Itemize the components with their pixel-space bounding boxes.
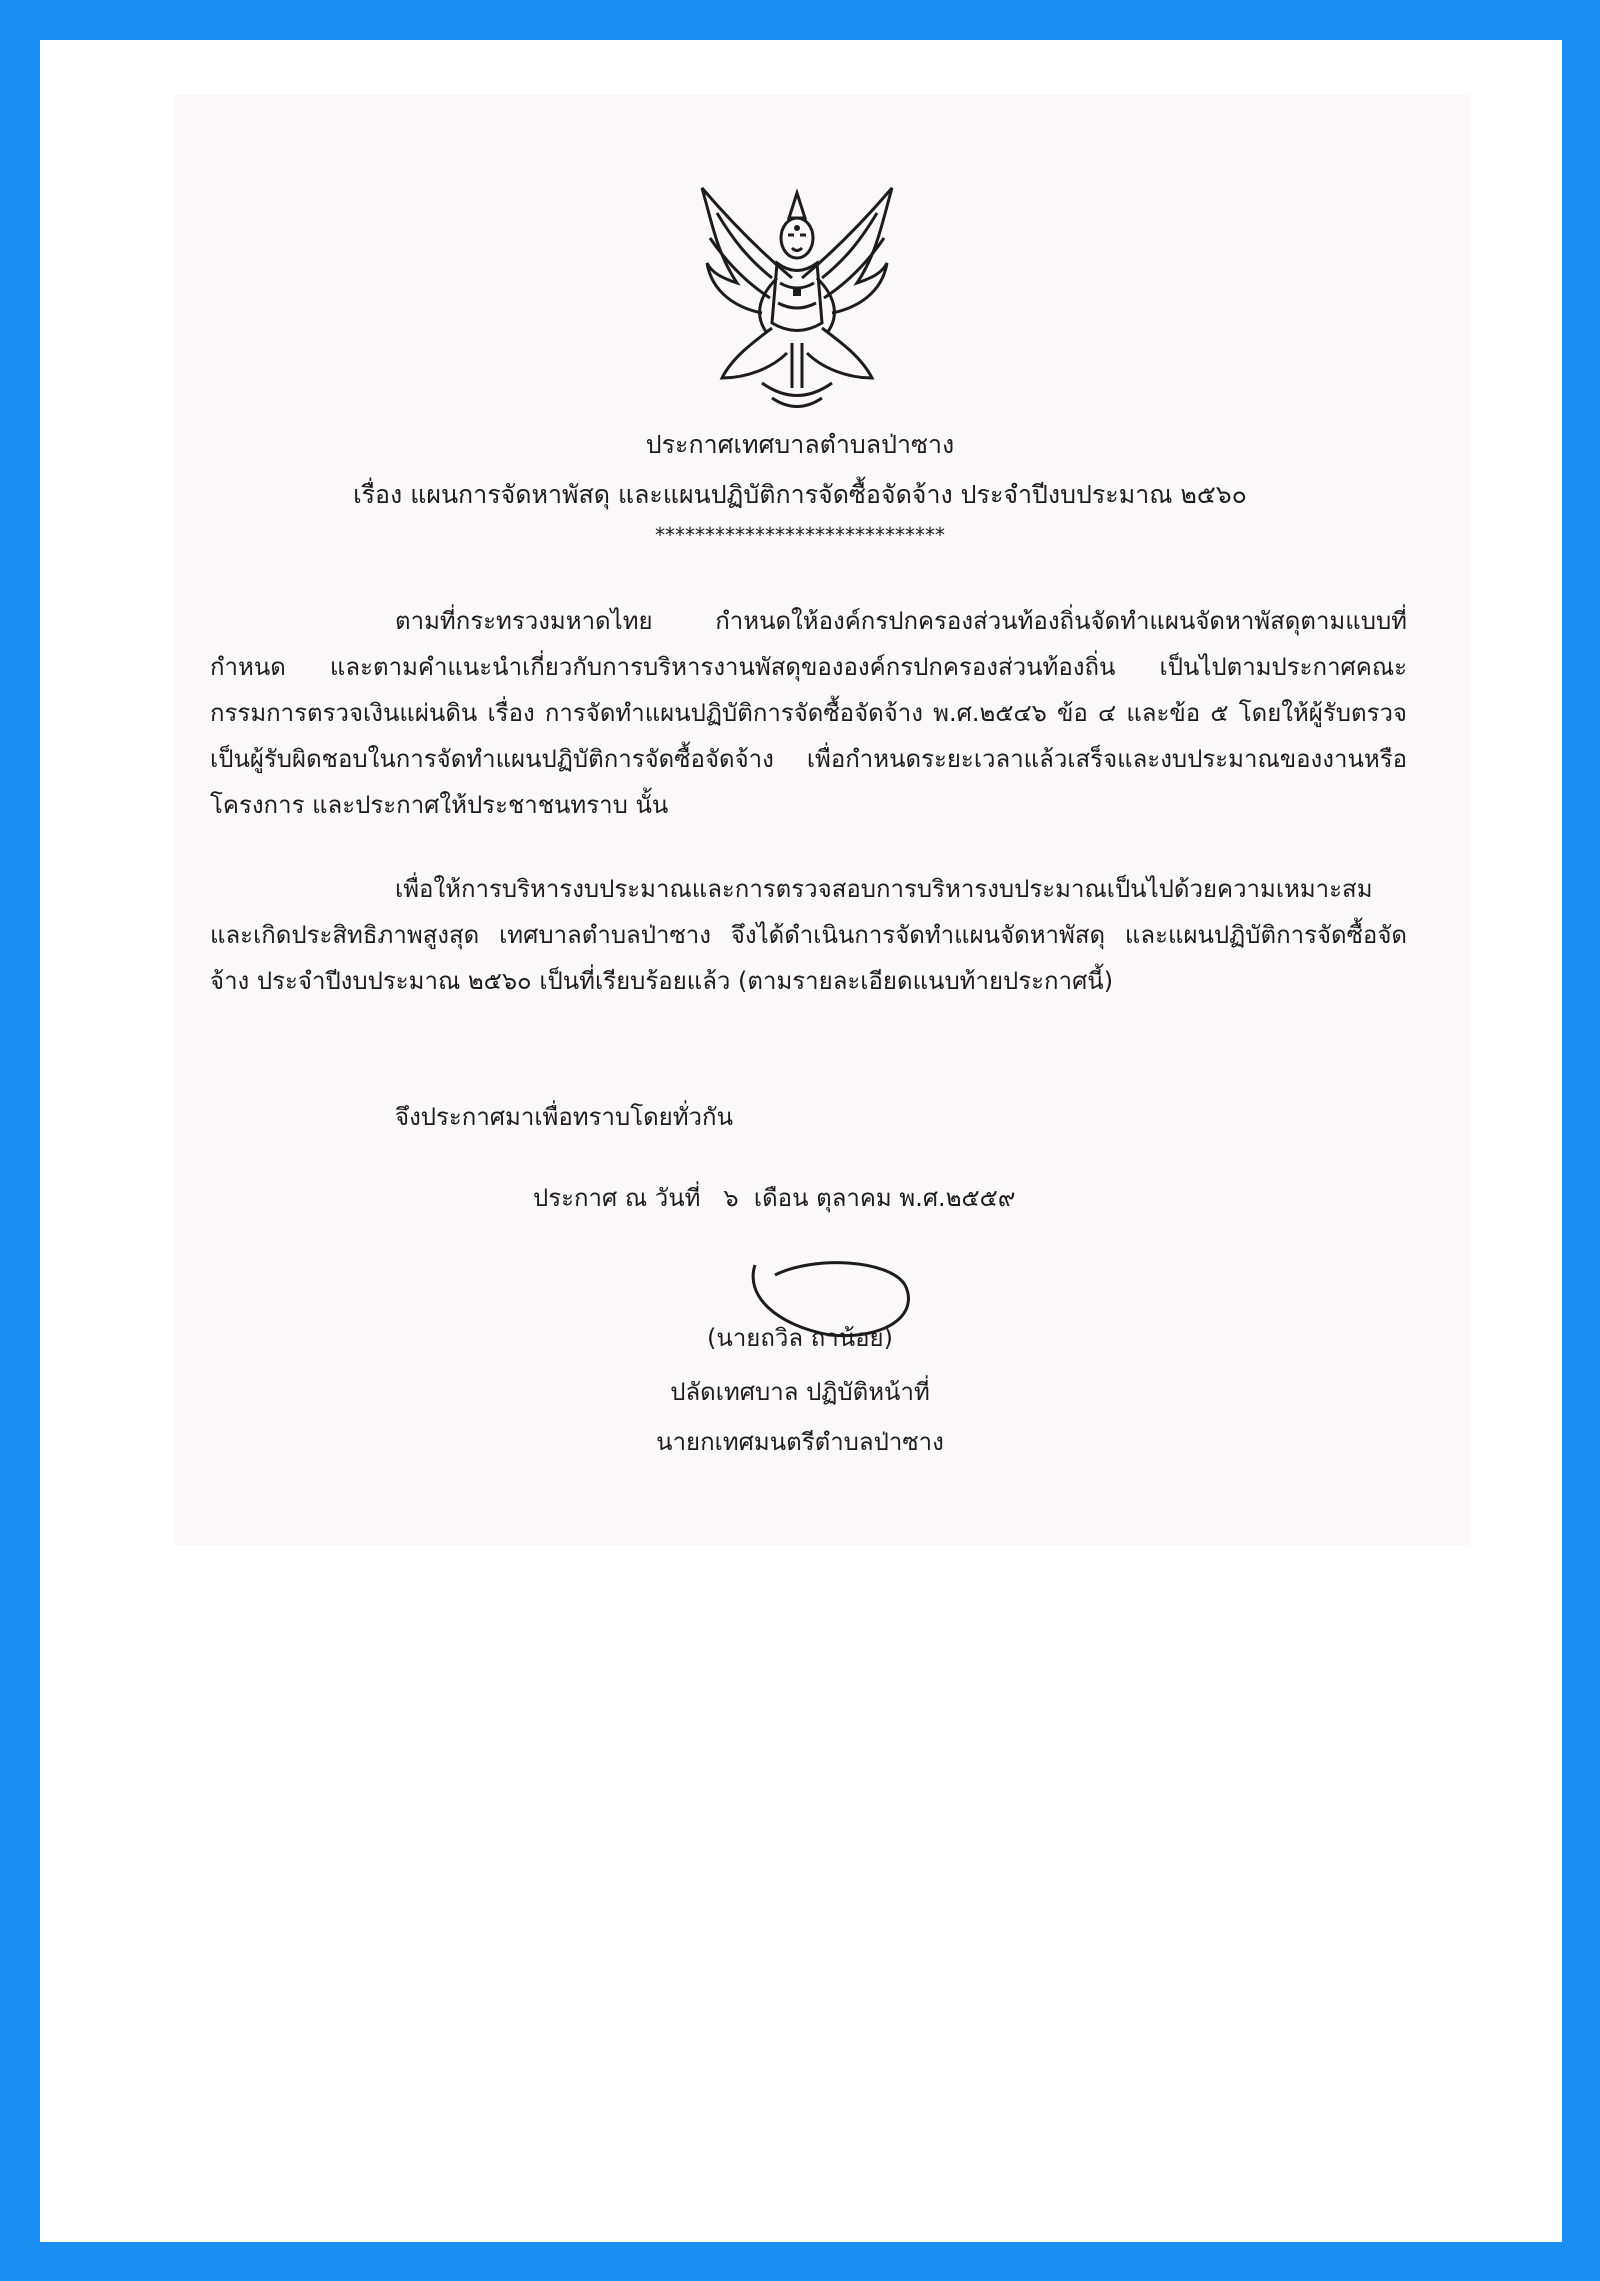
document-subject: เรื่อง แผนการจัดหาพัสดุ และแผนปฏิบัติการจัดซื้อจัดจ้าง ประจำปีงบประมาณ ๒๕๖๐ xyxy=(353,480,1247,509)
signer-name: (นายถวิล ถาน้อย) xyxy=(707,1324,893,1352)
signer-acting-position: นายกเทศมนตรีตำบลป่าซาง xyxy=(656,1428,944,1456)
announcement-date: ประกาศ ณ วันที่ ๖ เดือน ตุลาคม พ.ศ.๒๕๕๙ xyxy=(533,1184,1016,1212)
separator-line: ***************************** xyxy=(655,523,945,547)
body-paragraph-2 xyxy=(210,866,1407,1004)
garuda-emblem-icon xyxy=(692,183,902,418)
body-paragraph-1 xyxy=(210,598,1407,828)
closing-line: จึงประกาศมาเพื่อทราบโดยทั่วกัน xyxy=(395,1103,733,1131)
paragraph-1-text: ตามที่กระทรวงมหาดไทย กำหนดให้องค์กรปกครองส่วนท้องถิ่นจัดทำแผนจัดหาพัสดุตามแบบที่กำหนด และตามคำแนะนำเกี่ยวกับการบริหารงานพัสดุขององค์กรปกครองส่วนท้องถิ่น เป็นไปตามประกาศคณะกรรมการตรวจเงินแผ่นดิน เรื่อง การจัดทำแผนปฏิบัติการจัดซื้อจัดจ้าง พ.ศ.๒๕๔๖ ข้อ ๔ และข้อ ๕ โดยให้ผู้รับตรวจเป็นผู้รับผิดชอบในการจัดทำแผนปฏิบัติการจัดซื้อจัดจ้าง เพื่อกำหนดระยะเวลาแล้วเสร็จและงบประมาณของงานหรือโครงการ และประกาศให้ประชาชนทราบ นั้น xyxy=(210,607,1407,819)
paragraph-2-text: เพื่อให้การบริหารงบประมาณและการตรวจสอบการบริหารงบประมาณเป็นไปด้วยความเหมาะสม และเกิดประสิทธิภาพสูงสุด เทศบาลตำบลป่าซาง จึงได้ดำเนินการจัดทำแผนจัดหาพัสดุ และแผนปฏิบัติการจัดซื้อจัดจ้าง ประจำปีงบประมาณ ๒๕๖๐ เป็นที่เรียบร้อยแล้ว (ตามรายละเอียดแนบท้ายประกาศนี้) xyxy=(210,875,1407,995)
signer-position: ปลัดเทศบาล ปฏิบัติหน้าที่ xyxy=(670,1378,930,1406)
document-title: ประกาศเทศบาลตำบลป่าซาง xyxy=(645,430,955,459)
